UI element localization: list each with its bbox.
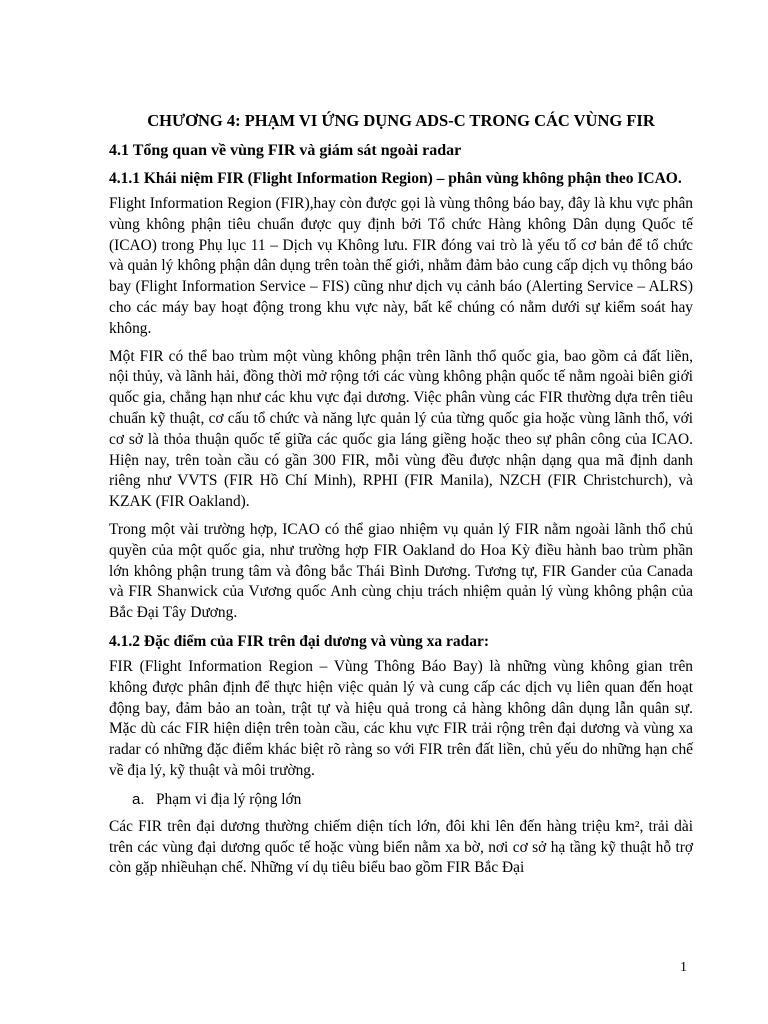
paragraph-fir-delegation: Trong một vài trường hợp, ICAO có thể giao nhiệm vụ quản lý FIR nằm ngoài lãnh thổ chủ quyền của một quốc gia, như trường hợp FIR Oakland do Hoa Kỳ điều hành bao trùm phần lớn không phận trung tâm và đông bắc Thái Bình Dương. Tương tự, FIR Gander của Canada và FIR Shanwick của Vương quốc Anh cùng chịu trách nhiệm quản lý vùng không phận của Bắc Đại Tây Dương. xyxy=(109,520,693,622)
chapter-title: CHƯƠNG 4: PHẠM VI ỨNG DỤNG ADS-C TRONG CÁC VÙNG FIR xyxy=(147,111,655,130)
paragraph-fir-oceanic-characteristics: FIR (Flight Information Region – Vùng Thông Báo Bay) là những vùng không gian trên không được phân định để thực hiện việc quản lý và cung cấp các dịch vụ liên quan đến hoạt động bay, đảm bảo an toàn, trật tự và hiệu quả trong cả hàng không dân dụng lẫn quân sự. Mặc dù các FIR hiện diện trên toàn cầu, các khu vực FIR trải rộng trên đại dương và vùng xa radar có những đặc điểm khác biệt rõ ràng so với FIR trên đất liền, chủ yếu do những hạn chế về địa lý, kỹ thuật và môi trường. xyxy=(109,657,693,779)
section-heading-4-1: 4.1 Tổng quan về vùng FIR và giám sát ngoài radar xyxy=(109,142,462,159)
page-number: 1 xyxy=(680,960,687,975)
list-item-a xyxy=(109,789,693,810)
section-heading-4-1-1: 4.1.1 Khái niệm FIR (Flight Information Region) – phân vùng không phận theo ICAO. xyxy=(109,170,682,187)
document-page xyxy=(109,110,693,886)
paragraph-fir-definition: Flight Information Region (FIR),hay còn được gọi là vùng thông báo bay, đây là khu vực phân vùng không phận tiêu chuẩn được quy định bởi Tổ chức Hàng không Dân dụng Quốc tế (ICAO) trong Phụ lục 11 – Dịch vụ Không lưu. FIR đóng vai trò là yếu tố cơ bản để tổ chức và quản lý không phận dân dụng trên toàn thế giới, nhằm đảm bảo cung cấp dịch vụ thông báo bay (Flight Information Service – FIS) cũng như dịch vụ cảnh báo (Alerting Service – ALRS) cho các máy bay hoạt động trong khu vực này, bất kể chúng có nằm dưới sự kiểm soát hay không. xyxy=(109,195,693,337)
list-item-text: Phạm vi địa lý rộng lớn xyxy=(156,790,302,808)
paragraph-fir-coverage: Một FIR có thể bao trùm một vùng không phận trên lãnh thổ quốc gia, bao gồm cả đất liền, nội thủy, và lãnh hải, đồng thời mở rộng tới các vùng không phận quốc tế nằm ngoài biên giới quốc gia, chẳng hạn như các khu vực đại dương. Việc phân vùng các FIR thường dựa trên tiêu chuẩn kỹ thuật, cơ cấu tổ chức và năng lực quản lý của từng quốc gia hoặc vùng lãnh thổ, với cơ sở là thỏa thuận quốc tế giữa các quốc gia láng giềng hoặc theo sự phân công của ICAO. Hiện nay, trên toàn cầu có gần 300 FIR, mỗi vùng đều được nhận dạng qua mã định danh riêng như VVTS (FIR Hồ Chí Minh), RPHI (FIR Manila), NZCH (FIR Christchurch), và KZAK (FIR Oakland). xyxy=(109,347,693,511)
section-heading-4-1-2: 4.1.2 Đặc điểm của FIR trên đại dương và vùng xa radar: xyxy=(109,632,489,650)
paragraph-geographic-scope: Các FIR trên đại dương thường chiếm diện tích lớn, đôi khi lên đến hàng triệu km², trải dài trên các vùng đại dương quốc tế hoặc vùng biển nằm xa bờ, nơi cơ sở hạ tầng kỹ thuật hỗ trợ còn gặp nhiềuhạn chế. Những ví dụ tiêu biểu bao gồm FIR Bắc Đại xyxy=(109,817,693,877)
list-marker: a. xyxy=(132,790,145,808)
